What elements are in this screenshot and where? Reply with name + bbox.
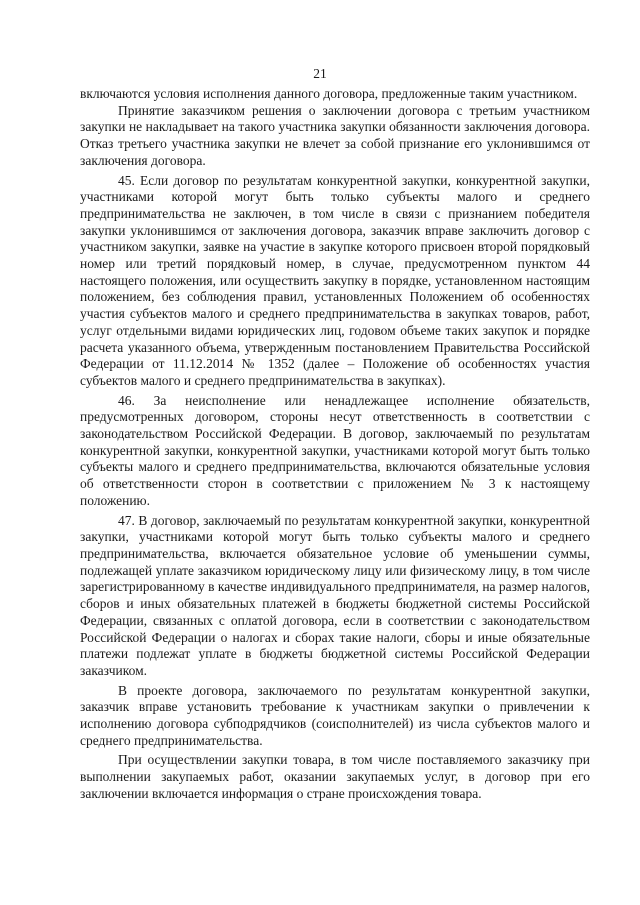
paragraph-subcontractors: В проекте договора, заключаемого по результатам конкурентной закупки, заказчик вправе установить требование к участникам закупки о привлечении к исполнению договора субподрядчиков (соисполнителей) из числа субъектов малого и среднего предпринимательства. (80, 682, 590, 748)
paragraph-third-participant: Принятие заказчиком решения о заключении договора с третьим участником закупки не накладывает на такого участника закупки обязанности заключения договора. Отказ третьего участника закупки не влечет за собой признание его уклонившимся от заключения договора. (80, 102, 590, 168)
paragraph-clause-45: 45. Если договор по результатам конкурентной закупки, конкурентной закупки, участниками которой могут быть только субъекты малого и среднего предпринимательства не заключен, в том числе в связи с признанием победителя закупки уклонившимся от заключения договора, заказчик вправе заключить договор с участником закупки, заявке на участие в закупке которого присвоен второй порядковый номер или третий порядковый номер, в случае, предусмотренном пунктом 44 настоящего положения, или осуществить закупку в порядке, установленном настоящим положением, без соблюдения правил, установленных Положением об особенностях участия субъектов малого и среднего предпринимательства в закупках товаров, работ, услуг отдельными видами юридических лиц, годовом объеме таких закупок и порядке расчета указанного объема, утвержденным постановлением Правительства Российской Федерации от 11.12.2014 № 1352 (далее – Положение об особенностях участия субъектов малого и среднего предпринимательства в закупках). (80, 172, 590, 388)
paragraph-clause-47: 47. В договор, заключаемый по результатам конкурентной закупки, конкурентной закупки, участниками которой могут быть только субъекты малого и среднего предпринимательства, включается обязательное условие об уменьшении суммы, подлежащей уплате заказчиком юридическому лицу или физическому лицу, в том числе зарегистрированному в качестве индивидуального предпринимателя, на размер налогов, сборов и иных обязательных платежей в бюджеты бюджетной системы Российской Федерации, связанных с оплатой договора, если в соответствии с законодательством Российской Федерации о налогах и сборах такие налоги, сборы и иные обязательные платежи подлежат уплате в бюджеты бюджетной системы Российской Федерации заказчиком. (80, 512, 590, 678)
paragraph-country-of-origin: При осуществлении закупки товара, в том числе поставляемого заказчику при выполнении закупаемых работ, оказании закупаемых услуг, в договор при его заключении включается информация о стране происхождения товара. (80, 752, 590, 801)
paragraph-clause-46: 46. За неисполнение или ненадлежащее исполнение обязательств, предусмотренных договором, стороны несут ответственность в соответствии с законодательством Российской Федерации. В договор, заключаемый по результатам конкурентной закупки, конкурентной закупки, участниками которой могут быть только субъекты малого и среднего предпринимательства, включаются обязательные условия об ответственности сторон в соответствии с приложением № 3 к настоящему положению. (80, 392, 590, 508)
paragraph-continuation: включаются условия исполнения данного договора, предложенные таким участником. (80, 86, 578, 101)
document-body (80, 86, 590, 803)
page-number: 21 (313, 66, 327, 81)
